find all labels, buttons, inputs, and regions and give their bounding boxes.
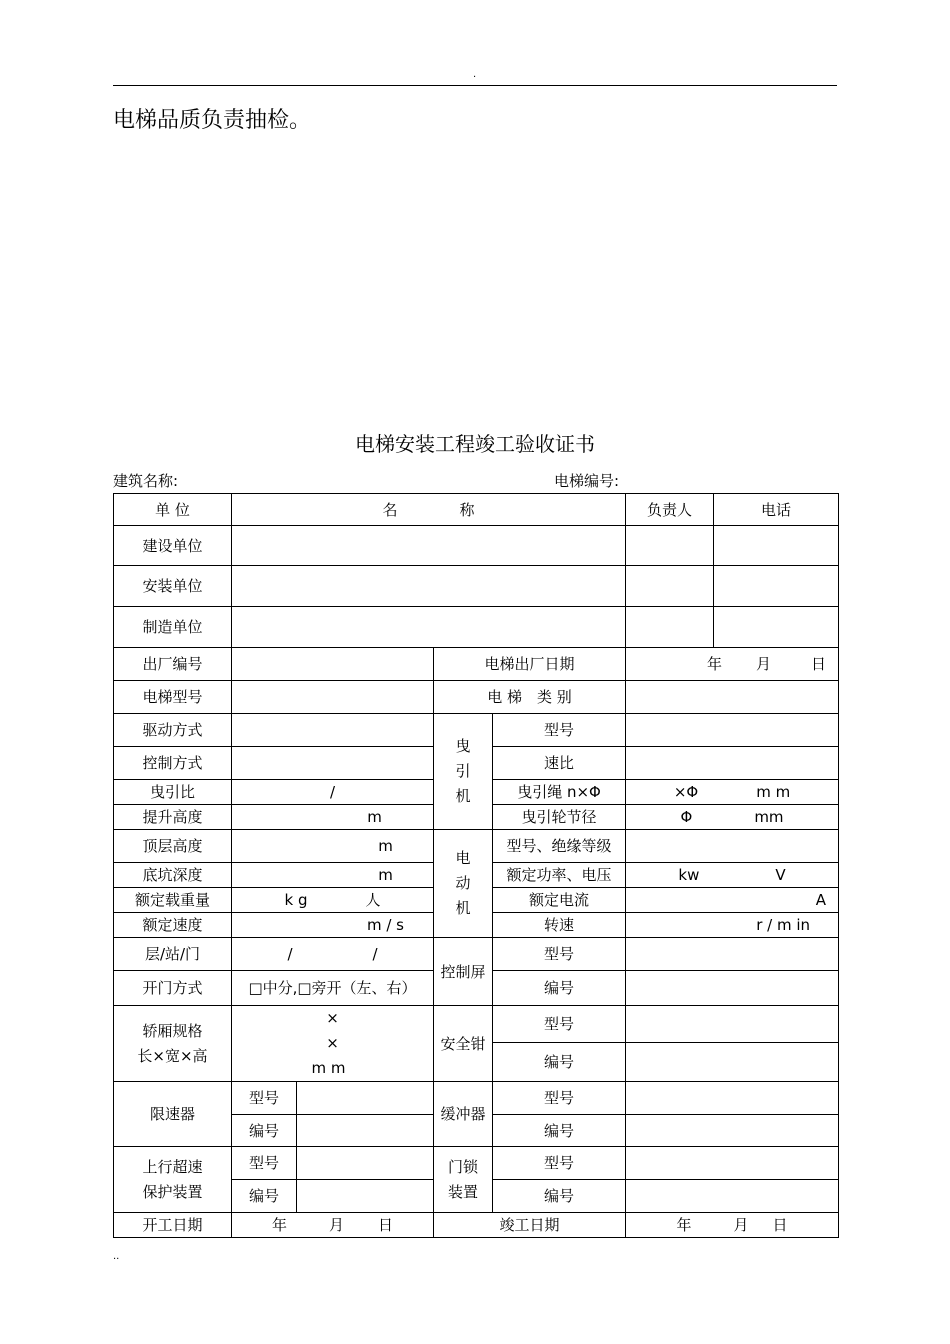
rated-speed-value[interactable]: m / s xyxy=(232,913,434,938)
factory-date-value[interactable]: 年 月 日 xyxy=(626,648,839,681)
model-value[interactable] xyxy=(232,681,434,714)
overspeed-serial-label: 编号 xyxy=(232,1180,297,1213)
page-title: 电梯安装工程竣工验收证书 xyxy=(355,432,595,456)
governor-serial-value[interactable] xyxy=(297,1115,434,1147)
motor-rpm-label: 转速 xyxy=(493,913,626,938)
door-open-label: 开门方式 xyxy=(114,971,232,1006)
motor-label: 电 动 机 xyxy=(434,830,493,938)
control-panel-serial-label: 编号 xyxy=(493,971,626,1006)
pit-depth-value[interactable]: m xyxy=(232,863,434,888)
acceptance-form-table xyxy=(113,493,839,1238)
governor-model-value[interactable] xyxy=(297,1082,434,1115)
safety-gear-label: 安全钳 xyxy=(434,1006,493,1082)
table-row xyxy=(114,830,839,863)
motor-model-label: 型号、绝缘等级 xyxy=(493,830,626,863)
elevator-no-label: 电梯编号: xyxy=(554,472,620,490)
safety-gear-model-label: 型号 xyxy=(493,1006,626,1043)
control-panel-model-label: 型号 xyxy=(493,938,626,971)
table-row xyxy=(114,681,839,714)
install-unit-label: 安装单位 xyxy=(114,566,232,607)
control-panel-serial-value[interactable] xyxy=(626,971,839,1006)
header-rule xyxy=(113,85,837,86)
manufacture-unit-value[interactable] xyxy=(232,607,626,648)
header-name: 名 称 xyxy=(232,494,626,526)
door-lock-serial-value[interactable] xyxy=(626,1180,839,1213)
motor-rpm-value[interactable]: r / m in xyxy=(626,913,839,938)
table-row xyxy=(114,1082,839,1115)
door-lock-model-value[interactable] xyxy=(626,1147,839,1180)
safety-gear-model-value[interactable] xyxy=(626,1006,839,1043)
table-row xyxy=(114,526,839,566)
rope-label: 曳引绳 n×Φ xyxy=(493,780,626,805)
table-row xyxy=(114,1147,839,1180)
table-row xyxy=(114,1006,839,1043)
car-spec-label: 轿厢规格 长×宽×高 xyxy=(114,1006,232,1082)
buffer-serial-value[interactable] xyxy=(626,1115,839,1147)
governor-serial-label: 编号 xyxy=(232,1115,297,1147)
overspeed-model-value[interactable] xyxy=(297,1147,434,1180)
drive-mode-value[interactable] xyxy=(232,714,434,747)
safety-gear-serial-label: 编号 xyxy=(493,1043,626,1082)
control-panel-label: 控制屏 xyxy=(434,938,493,1006)
buffer-serial-label: 编号 xyxy=(493,1115,626,1147)
construction-unit-value[interactable] xyxy=(232,526,626,566)
motor-power-label: 额定功率、电压 xyxy=(493,863,626,888)
header-person: 负责人 xyxy=(626,494,714,526)
governor-model-label: 型号 xyxy=(232,1082,297,1115)
table-row xyxy=(114,566,839,607)
install-unit-value[interactable] xyxy=(232,566,626,607)
buffer-model-label: 型号 xyxy=(493,1082,626,1115)
model-label: 电梯型号 xyxy=(114,681,232,714)
floor-stop-door-value[interactable]: / / xyxy=(232,938,434,971)
control-mode-value[interactable] xyxy=(232,747,434,780)
door-lock-label: 门锁 装置 xyxy=(434,1147,493,1213)
header-unit: 单 位 xyxy=(114,494,232,526)
door-lock-serial-label: 编号 xyxy=(493,1180,626,1213)
factory-no-label: 出厂编号 xyxy=(114,648,232,681)
construction-unit-person[interactable] xyxy=(626,526,714,566)
lift-height-label: 提升高度 xyxy=(114,805,232,830)
overspeed-model-label: 型号 xyxy=(232,1147,297,1180)
speed-ratio-value[interactable] xyxy=(626,747,839,780)
construction-unit-label: 建设单位 xyxy=(114,526,232,566)
traction-ratio-value[interactable]: / xyxy=(232,780,434,805)
buffer-model-value[interactable] xyxy=(626,1082,839,1115)
rated-load-value[interactable]: k g 人 xyxy=(232,888,434,913)
start-date-label: 开工日期 xyxy=(114,1213,232,1238)
header-mark: . xyxy=(473,69,477,80)
buffer-label: 缓冲器 xyxy=(434,1082,493,1147)
manufacture-unit-person[interactable] xyxy=(626,607,714,648)
pit-depth-label: 底坑深度 xyxy=(114,863,232,888)
control-panel-model-value[interactable] xyxy=(626,938,839,971)
table-row xyxy=(114,607,839,648)
building-name-label: 建筑名称: xyxy=(113,472,179,490)
table-row xyxy=(114,648,839,681)
traction-machine-label: 曳 引 机 xyxy=(434,714,493,830)
table-row xyxy=(114,714,839,747)
motor-power-value[interactable]: kw V xyxy=(626,863,839,888)
rope-value[interactable]: ×Φ m m xyxy=(626,780,839,805)
finish-date-value[interactable]: 年 月 日 xyxy=(626,1213,839,1238)
table-row xyxy=(114,938,839,971)
header-phone: 电话 xyxy=(714,494,839,526)
top-height-label: 顶层高度 xyxy=(114,830,232,863)
manufacture-unit-label: 制造单位 xyxy=(114,607,232,648)
factory-no-value[interactable] xyxy=(232,648,434,681)
intro-text: 电梯品质负责抽检。 xyxy=(113,108,312,133)
speed-ratio-label: 速比 xyxy=(493,747,626,780)
traction-ratio-label: 曳引比 xyxy=(114,780,232,805)
motor-model-value[interactable] xyxy=(626,830,839,863)
rated-load-label: 额定载重量 xyxy=(114,888,232,913)
top-height-value[interactable]: m xyxy=(232,830,434,863)
lift-height-value[interactable]: m xyxy=(232,805,434,830)
category-label: 电 梯 类 别 xyxy=(434,681,626,714)
finish-date-label: 竣工日期 xyxy=(434,1213,626,1238)
floor-stop-door-label: 层/站/门 xyxy=(114,938,232,971)
governor-label: 限速器 xyxy=(114,1082,232,1147)
door-open-value[interactable]: □中分,□旁开（左、右） xyxy=(232,971,434,1006)
car-spec-value[interactable]: × × m m xyxy=(232,1006,434,1082)
table-row xyxy=(114,494,839,526)
motor-current-value[interactable]: A xyxy=(626,888,839,913)
sheave-value[interactable]: Φ mm xyxy=(626,805,839,830)
overspeed-serial-value[interactable] xyxy=(297,1180,434,1213)
traction-model-value[interactable] xyxy=(626,714,839,747)
construction-unit-phone[interactable] xyxy=(714,526,839,566)
manufacture-unit-phone[interactable] xyxy=(714,607,839,648)
traction-model-label: 型号 xyxy=(493,714,626,747)
sheave-label: 曳引轮节径 xyxy=(493,805,626,830)
install-unit-phone[interactable] xyxy=(714,566,839,607)
factory-date-label: 电梯出厂日期 xyxy=(434,648,626,681)
safety-gear-serial-value[interactable] xyxy=(626,1043,839,1082)
footer-mark: .. xyxy=(113,1251,120,1262)
drive-mode-label: 驱动方式 xyxy=(114,714,232,747)
overspeed-protection-label: 上行超速 保护装置 xyxy=(114,1147,232,1213)
door-lock-model-label: 型号 xyxy=(493,1147,626,1180)
rated-speed-label: 额定速度 xyxy=(114,913,232,938)
install-unit-person[interactable] xyxy=(626,566,714,607)
control-mode-label: 控制方式 xyxy=(114,747,232,780)
table-row xyxy=(114,1213,839,1238)
start-date-value[interactable]: 年 月 日 xyxy=(232,1213,434,1238)
category-value[interactable] xyxy=(626,681,839,714)
motor-current-label: 额定电流 xyxy=(493,888,626,913)
